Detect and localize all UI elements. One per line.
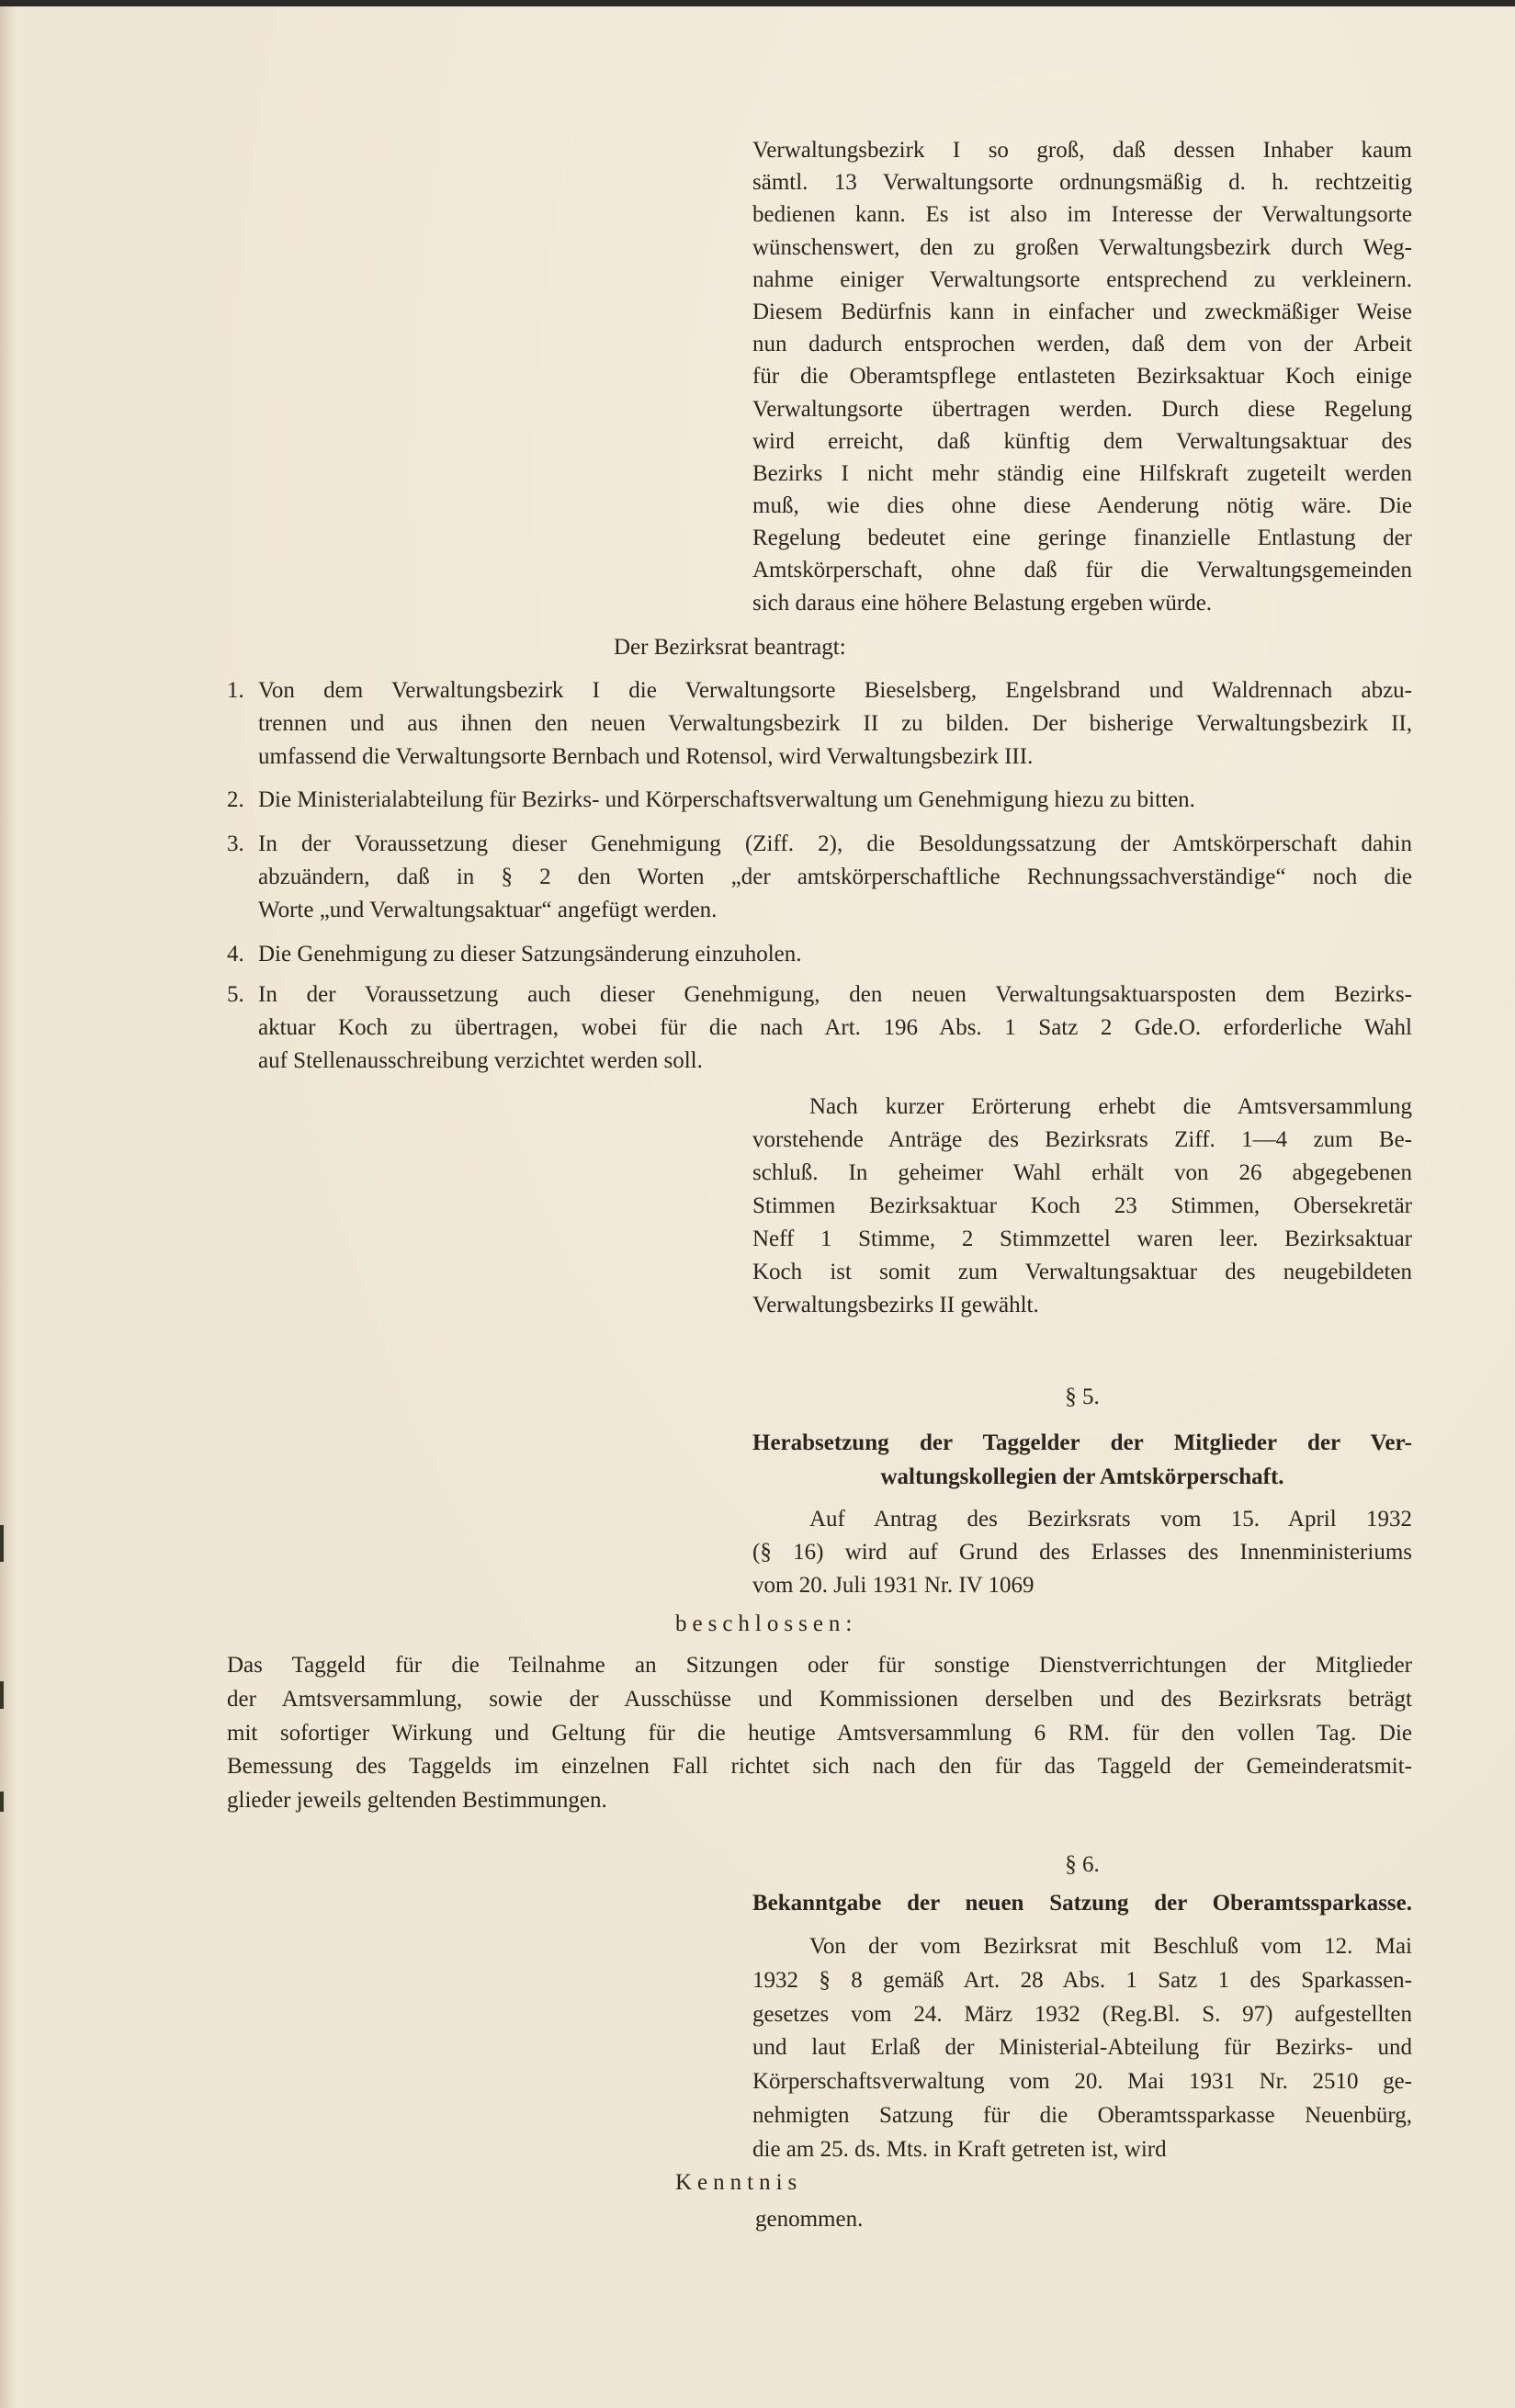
text-line: nahme einiger Verwaltungsorte entsprechend zu verkleinern. [752,266,1412,292]
text-line: nun dadurch entsprochen werden, daß dem von der Arbeit [752,332,1412,357]
text-line: Neff 1 Stimme, 2 Stimmzettel waren leer. Bezirksaktuar [752,1227,1412,1251]
scan-top-edge [0,0,1515,6]
text-line: die am 25. ds. Mts. in Kraft getreten ist, wird [752,2136,1167,2162]
list-item-number: 2. [227,787,244,812]
text-line: In der Voraussetzung auch dieser Genehmigung, den neuen Verwaltungsaktuarsposten dem Bezirks- [258,982,1412,1007]
text-line: schluß. In geheimer Wahl erhält von 26 abgegebenen [752,1160,1412,1185]
text-line: Diesem Bedürfnis kann in einfacher und zweckmäßiger Weise [752,299,1412,324]
section-number: § 6. [1065,1852,1100,1877]
text-line: In der Voraussetzung dieser Genehmigung (Ziff. 2), die Besoldungssatzung der Amtskörperschaft dahin [258,831,1412,856]
text-line: Worte „und Verwaltungsaktuar“ angefügt werden. [258,898,718,922]
section-title [752,1427,1412,1495]
text-line: Körperschaftsverwaltung vom 20. Mai 1931 Nr. 2510 ge- [752,2069,1412,2095]
antrag-heading: Der Bezirksrat beantragt: [614,635,846,660]
section-paragraph [752,1503,1412,1602]
text-line: Von der vom Bezirksrat mit Beschluß vom 12. Mai [809,1934,1412,1959]
text-line: aktuar Koch zu übertragen, wobei für die nach Art. 196 Abs. 1 Satz 2 Gde.O. erforderliche Wahl [258,1015,1412,1040]
text-line: Verwaltungsbezirk I so groß, daß dessen Inhaber kaum [752,138,1412,163]
text-line: Bemessung des Taggelds im einzelnen Fall richtet sich nach den für das Taggeld der Gemeinderatsmit- [227,1754,1412,1780]
text-line: trennen und aus ihnen den neuen Verwaltungsbezirk II zu bilden. Der bisherige Verwaltungsbezirk II, [258,711,1412,736]
text-line: Stimmen Bezirksaktuar Koch 23 Stimmen, Obersekretär [752,1193,1412,1218]
text-line: 1932 § 8 gemäß Art. 28 Abs. 1 Satz 1 des Sparkassen- [752,1967,1412,1993]
decision-word: Kenntnis [675,2170,803,2195]
text-line: Bezirks I nicht mehr ständig eine Hilfskraft zugeteilt werden [752,460,1412,486]
list-item-number: 1. [227,678,244,703]
beschluss-paragraph [752,1091,1412,1322]
text-line: abzuändern, daß in § 2 den Worten „der amtskörperschaftliche Rechnungssachverständige“ noch die [258,865,1412,889]
list-item [258,674,1412,774]
text-line: sämtl. 13 Verwaltungsorte ordnungsmäßig d. h. rechtzeitig [752,170,1412,196]
text-line: sich daraus eine höhere Belastung ergeben würde. [752,590,1213,616]
text-line: Bekanntgabe der neuen Satzung der Oberamtssparkasse. [752,1891,1412,1916]
text-line: wird erreicht, daß künftig dem Verwaltungsaktuar des [752,428,1412,454]
text-line: umfassend die Verwaltungsorte Bernbach und Rotensol, wird Verwaltungsbezirk III. [258,744,1034,769]
decision-word: beschlossen: [675,1611,858,1636]
section-number: § 5. [1065,1385,1100,1409]
text-line: waltungskollegien der Amtskörperschaft. [880,1464,1284,1489]
decision-paragraph [227,1649,1412,1818]
closing-word: genommen. [755,2207,864,2232]
text-line: Von dem Verwaltungsbezirk I die Verwaltungsorte Bieselsberg, Engelsbrand und Waldrennach abzu- [258,678,1412,703]
text-line: Das Taggeld für die Teilnahme an Sitzungen oder für sonstige Dienstverrichtungen der Mitglieder [227,1653,1412,1678]
list-item [258,784,1412,817]
list-item-number: 5. [227,982,244,1007]
text-line: Verwaltungsbezirks II gewählt. [752,1293,1039,1317]
text-line: muß, wie dies ohne diese Aenderung nötig wäre. Die [752,493,1412,519]
text-line: vorstehende Anträge des Bezirksrats Ziff. 1—4 zum Be- [752,1127,1412,1152]
text-line: Regelung bedeutet eine geringe finanzielle Entlastung der [752,526,1412,551]
text-line: Auf Antrag des Bezirksrats vom 15. April 1932 [809,1507,1412,1532]
text-line: Herabsetzung der Taggelder der Mitglieder der Ver- [752,1430,1412,1455]
list-item-number: 3. [227,831,244,856]
text-line: der Amtsversammlung, sowie der Ausschüsse und Kommissionen derselben und des Bezirksrats beträgt [227,1686,1412,1712]
text-line: Nach kurzer Erörterung erhebt die Amtsversammlung [809,1094,1412,1119]
section-paragraph [752,1930,1412,2167]
intro-paragraph [752,134,1412,619]
text-line: wünschenswert, den zu großen Verwaltungsbezirk durch Weg- [752,234,1412,260]
text-line: und laut Erlaß der Ministerial-Abteilung für Bezirks- und [752,2035,1412,2061]
scan-edge-mark [0,1525,4,1562]
text-line: Die Ministerialabteilung für Bezirks- und Körperschaftsverwaltung um Genehmigung hiezu zu bitten. [258,787,1195,812]
text-line: gesetzes vom 24. März 1932 (Reg.Bl. S. 97) aufgestellten [752,2001,1412,2027]
scan-edge-mark [0,1792,4,1812]
text-line: Verwaltungsorte übertragen werden. Durch diese Regelung [752,396,1412,422]
list-item [258,828,1412,927]
text-line: glieder jeweils geltenden Bestimmungen. [227,1788,607,1814]
section-title [752,1887,1412,1920]
text-line: Die Genehmigung zu dieser Satzungsänderung einzuholen. [258,942,802,967]
text-line: auf Stellenausschreibung verzichtet werden soll. [258,1048,703,1073]
scan-edge-mark [0,1681,4,1709]
list-item [258,938,1412,971]
text-line: (§ 16) wird auf Grund des Erlasses des Innenministeriums [752,1540,1412,1565]
text-line: nehmigten Satzung für die Oberamtssparkasse Neuenbürg, [752,2102,1412,2128]
text-line: vom 20. Juli 1931 Nr. IV 1069 [752,1573,1034,1598]
list-item-number: 4. [227,942,244,967]
list-item [258,978,1412,1078]
text-line: bedienen kann. Es ist also im Interesse der Verwaltungsorte [752,202,1412,228]
text-line: Amtskörperschaft, ohne daß für die Verwaltungsgemeinden [752,558,1412,583]
text-line: mit sofortiger Wirkung und Geltung für die heutige Amtsversammlung 6 RM. für den vollen Tag. Die [227,1720,1412,1746]
text-line: für die Oberamtspflege entlasteten Bezirksaktuar Koch einige [752,364,1412,390]
text-line: Koch ist somit zum Verwaltungsaktuar des neugebildeten [752,1260,1412,1284]
